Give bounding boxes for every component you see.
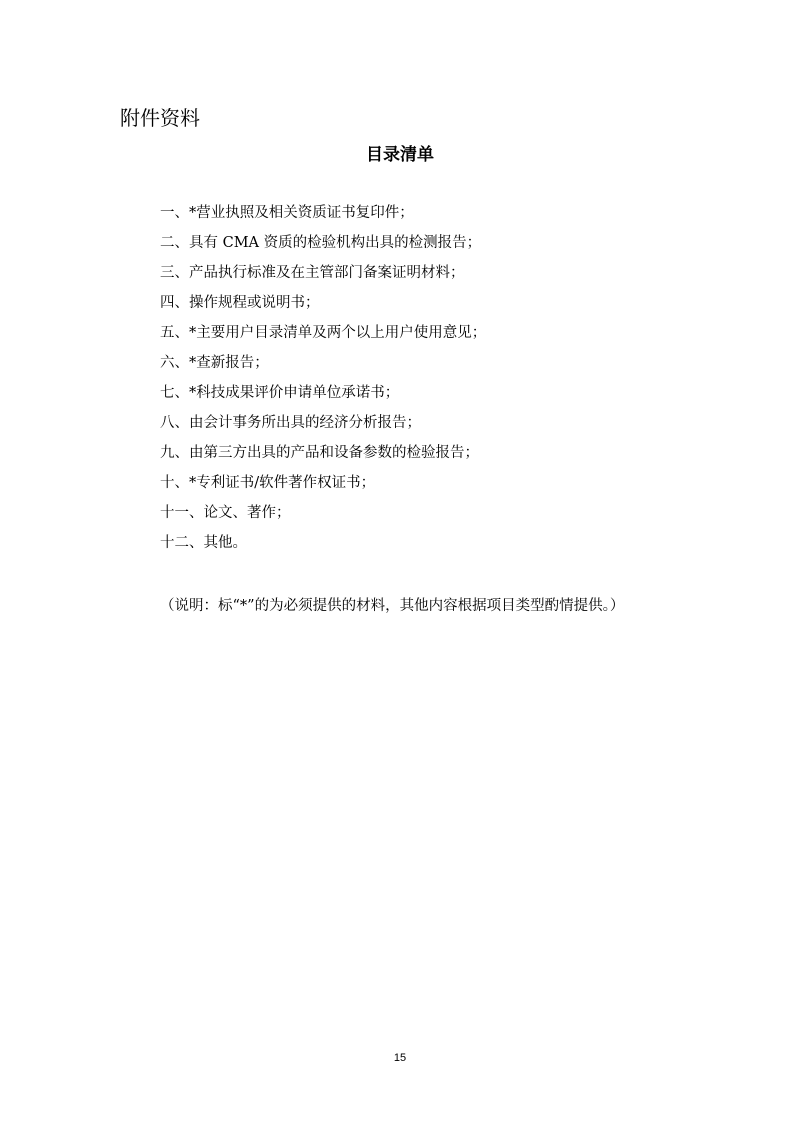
list-item: 五、*主要用户目录清单及两个以上用户使用意见； (160, 325, 487, 341)
list-item: 十一、论文、著作； (160, 505, 291, 521)
list-item: 四、操作规程或说明书； (160, 295, 320, 311)
section-heading: 附件资料 (120, 106, 200, 130)
list-item: 十、*专利证书/软件著作权证书； (160, 475, 376, 491)
list-item: 三、产品执行标准及在主管部门备案证明材料； (160, 265, 465, 281)
list-item: 九、由第三方出具的产品和设备参数的检验报告； (160, 445, 479, 461)
list-item: 一、*营业执照及相关资质证书复印件； (160, 205, 414, 221)
list-item: 六、*查新报告； (160, 355, 269, 371)
checklist (160, 198, 720, 558)
list-title: 目录清单 (366, 145, 434, 165)
list-item: 八、由会计事务所出具的经济分析报告； (160, 415, 421, 431)
page-number: 15 (393, 1052, 407, 1064)
list-item: 十二、其他。 (160, 535, 247, 551)
explanatory-note: （说明：标“*”的为必须提供的材料，其他内容根据项目类型酌情提供。） (160, 598, 625, 614)
list-item: 二、具有 CMA 资质的检验机构出具的检测报告； (160, 235, 482, 251)
list-item: 七、*科技成果评价申请单位承诺书； (160, 385, 400, 401)
